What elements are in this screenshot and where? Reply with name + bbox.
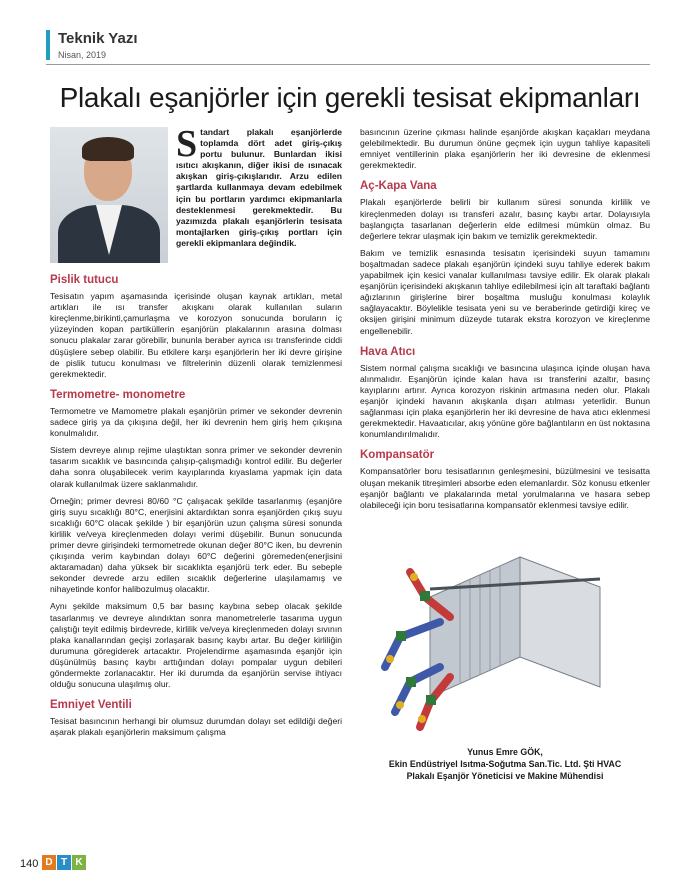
termometre-paragraph-1: Termometre ve Mamometre plakalı eşanjörün primer ve sekonder devrenin sadece giriş ya da çıkışına değil, her iki devrenin hem giriş hem çıkışına konulmalıdır. <box>50 405 342 439</box>
pislik-paragraph: Tesisatın yapım aşamasında içerisinde oluşan kaynak artıkları, metal artıkları ile ısı transfer akışkanı olarak kullanılan suların kireçlenme,birikinti,çamurlaşma ve korozyon sonucunda boruların iç yüzeyinden kopan partiküllerin eşanjörün plakalarının arasına dolması sonucu plakalar zarar görebilir, bununla beraber ayrıca ısı transferinde ciddi düşüşlere sebep olabilir. Bu etkilere karşı eşanjörlerin her iki devre girişine de pislik tutucu konulması ve filtrelerinin düzenli olarak temizlenmesi gerekmektedir. <box>50 291 342 379</box>
author-signature <box>360 746 650 782</box>
logo-letter-1: D <box>42 855 56 870</box>
termometre-paragraph-4: Aynı şekilde maksimum 0,5 bar basınç kaybına sebep olacak şekilde tasarlanmış ve devreye alındıktan sonra manometrelerle tasarıma uygun çalıştığı teyit edilmiş birdevrede, kirlilik ve/veya kireçlenmeden dolayı sıvının plaka kanallarından geçişi zorlaşarak basınç kaybı artar. Bu değer kirliliğin durumuna göregiderek artacaktır. Projelendirme aşamasında eşanjör için düşünülmüş basınç kaybı arttığından dolayı pompalar uygun debileri göndermekte zorlanacaktır. Her iki durumda da eşanjörün servise ihtiyacı olduğu sonucuna ulaşılmış olur. <box>50 601 342 690</box>
section-title-ackapa: Aç-Kapa Vana <box>360 180 437 193</box>
logo-letter-3: K <box>72 855 86 870</box>
ackapa-paragraph-1: Plakalı eşanjörlerde belirli bir kullanım süresi sonunda kirlilik ve kireçlenmeden dolayı ısı transferi azalır, basınç kaybı artar. Dolayısıyla başlangıçta tasarlanan değerlerin elde edilmesi mümkün olmaz. Bu değerlere tekrar ulaşmak için bakım ve temizlik gerekmektedir. <box>360 197 650 241</box>
termometre-paragraph-3: Örneğin; primer devresi 80/60 °C çalışacak şekilde tasarlanmış (eşanjöre giriş suyu sıcaklığı 80°C, enerjisini aktardıktan sonra eşanjörden çıkış suyu sıcaklığı 60°C olacak şekilde ) bir eşanjörün uzun çalışma süresi sonunda kirlilik ve/veya kireçlenmeden dolayı verimi düşebilir. Bunun sonucunda primer devre girişindeki termometrede okunan değer 80°C iken, bu devrenin çıkışında verim kaybından dolayı 60°C değerini göremeden(enerjisini aktaramadan) daha yüksek bir sıcaklıkta eşanjörü terk eder. Bu sebeple sekonder devrede arzu edilen sıcaklık değerlerine ulaşılamamış ve nihayetinde konfor halibozulmuş olacaktır. <box>50 495 342 595</box>
author-company: Ekin Endüstriyel Isıtma-Soğutma San.Tic. Ltd. Şti HVAC <box>388 758 622 769</box>
section-title-pislik: Pislik tutucu <box>50 274 119 286</box>
hava-paragraph: Sistem normal çalışma sıcaklığı ve basıncına ulaşınca içinde oluşan hava alınmalıdır. Eşanjörün içinde kalan hava ısı transferini azaltır, basınç kayıplarını artırır. Ayrıca korozyon riskinin artmasına neden olur. Plakalı eşanjör içindeki havanın akışkanla dışarı atılması yeterlidir. Bunun sağlanması için plaka eşanjörlerin her iki devresine de hava atıcı eklenmesi gerekmektedir. Havaatıcılar, akış yönüne göre bağlantıların en üst noktasına konumlandırılmalıdır. <box>360 362 650 440</box>
issue-date: Nisan, 2019 <box>58 50 107 60</box>
article-title: Plakalı eşanjörler için gerekli tesisat ekipmanları <box>59 82 641 113</box>
heat-exchanger-diagram-icon <box>370 527 640 737</box>
ackapa-paragraph-2: Bakım ve temizlik esnasında tesisatın içerisindeki suyun tamamını boşaltmadan sadece plakalı eşanjörün içindeki suyu tahliye ederek bakım yapabilmek için kesici vanalar kullanılması tavsiye edilir. Ek olarak plakalı eşanjörün içerisindeki akışkanın tahliye edilebilmesi için alt taraftaki bağlantı ağızlarının girişlerine birer boşaltma musluğu konulması kolaylık sağlayacaktır. Böylelikle tesisata yeni su ve beraberinde getirdiği kireç ve oksijen girişini minimum düzeyde tutarak ekstra korozyon ve kireçlenme engellenebilir. <box>360 247 650 336</box>
drop-cap: S <box>176 123 198 165</box>
author-role: Plakalı Eşanjör Yöneticisi ve Makine Mühendisi <box>406 770 604 781</box>
section-title-hava: Hava Atıcı <box>360 345 416 358</box>
emniyet-paragraph-2: basıncının üzerine çıkması halinde eşanjörde akışkan kaçakları meydana gelebilmektedir. Bu durumun önüne geçmek için uygun tahliye kapasiteli emniyet ventillerinin plaka eşanjörlerin her iki devresine de eklenmesi gerekmektedir. <box>360 127 650 171</box>
termometre-paragraph-2: Sistem devreye alınıp rejime ulaştıktan sonra primer ve sekonder devrenin tasarım sıcaklık ve basıncında çalışıp-çalışmadığı kontrol edilir. Bu değerler daha sonra oluşabilecek verim kayıplarında kıyaslama yapmak için data olarak kullanılmak üzere saklanmalıdır. <box>50 445 342 489</box>
magazine-logo <box>42 855 86 870</box>
header-accent-bar <box>46 30 50 60</box>
section-label: Teknik Yazı <box>58 30 138 47</box>
section-title-kompansator: Kompansatör <box>360 449 435 462</box>
header-divider <box>46 64 650 65</box>
intro-text: tandart plakalı eşanjörlerde toplamda dört adet giriş-çıkış portu bulunur. Bunlardan ikisi ısıtıcı akışkanın, diğer ikisi de ısınacak akışkan giriş-çıkışlarıdır. Arzu edilen şartlarda kullanmaya devam edebilmek için bu portların yardımcı ekipmanlarla desteklenmesi gerekmektedir. Bu yazımızda plakalı eşanjörlerin tesisata montajlarken giriş-çıkış portları için gerekli ekipmanlara değindik. <box>176 127 342 248</box>
section-title-emniyet: Emniyet Ventili <box>50 699 132 712</box>
left-column <box>50 123 342 744</box>
author-name: Yunus Emre GÖK, <box>467 746 543 757</box>
emniyet-paragraph-1: Tesisat basıncının herhangi bir olumsuz durumdan dolayı set edildiği değeri aşarak plakalı eşanjörlerin maksimum çalışma <box>50 716 342 738</box>
author-photo <box>50 127 168 263</box>
kompansator-paragraph: Kompansatörler boru tesisatlarının genleşmesini, büzülmesini ve tesisatta oluşan mekanik titreşimleri absorbe eden elemanlardır. Söz konusu etkenler eşanjör bağlantı ve plakalarında metal yorulmalarına ve hasara sebep olabileceği için boru tesisatlarına kompansatör eklenmesi tavsiye edilir. <box>360 466 650 510</box>
page-number: 140 <box>20 858 39 870</box>
section-title-termometre: Termometre- monometre <box>50 388 186 401</box>
right-column <box>360 127 650 782</box>
logo-letter-2: T <box>57 855 71 870</box>
